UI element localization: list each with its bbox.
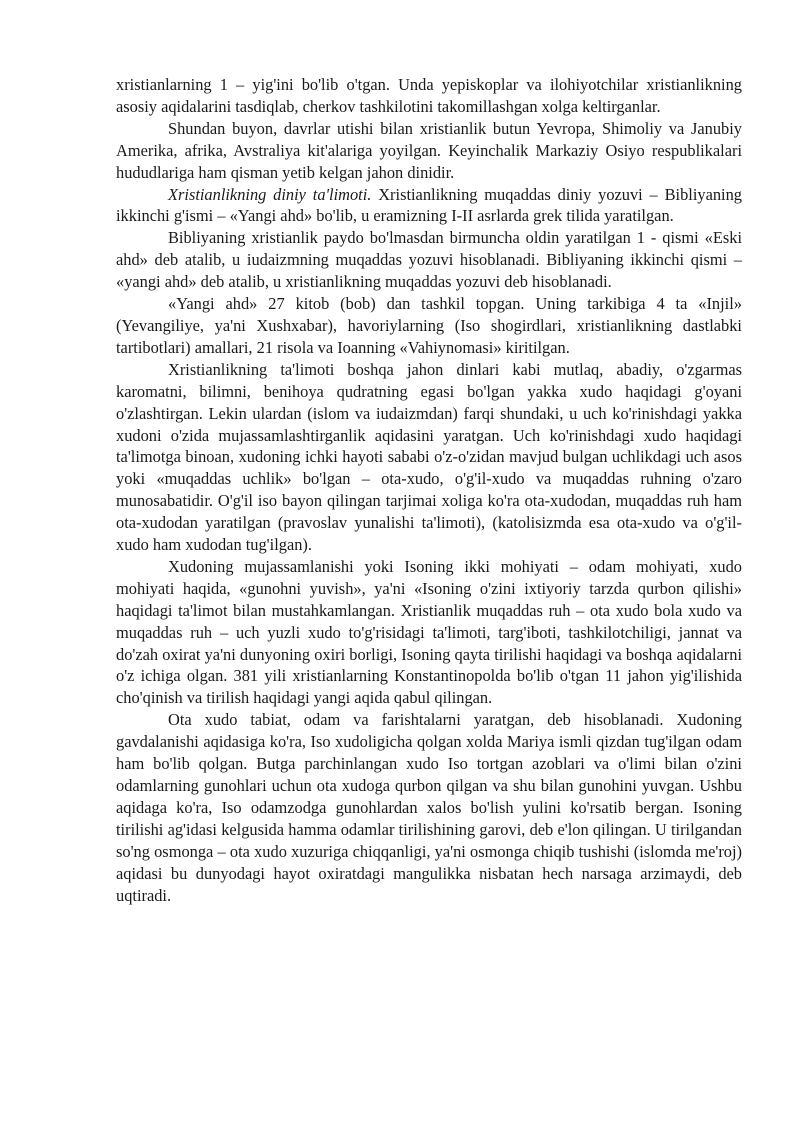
paragraph-5: «Yangi ahd» 27 kitob (bob) dan tashkil topgan. Uning tarkibiga 4 ta «Injil» (Yevangiliye, ya'ni Xushxabar), havoriylarning (Iso shogirdlari, xristianlikning dastlabki tartibotlari) amallari, 21 risola va Ioanning «Vahiynomasi» kiritilgan. (116, 294, 742, 357)
document-body (116, 74, 742, 906)
paragraph-1: xristianlarning 1 – yig'ini bo'lib o'tgan. Unda yepiskoplar va ilohiyotchilar xristianlikning asosiy aqidalarini tasdiqlab, cherkov tashkilotini takomillashgan xolga keltirganlar. (116, 75, 742, 116)
paragraph-4: Bibliyaning xristianlik paydo bo'lmasdan birmuncha oldin yaratilgan 1 - qismi «Eski ahd» deb atalib, u iudaizmning muqaddas yozuvi hisoblanadi. Bibliyaning ikkinchi qismi – «yangi ahd» deb atalib, u xristianlikning muqaddas yozuvi deb hisoblanadi. (116, 228, 742, 292)
paragraph-3 (116, 184, 742, 228)
paragraph-7: Xudoning mujassamlanishi yoki Isoning ikki mohiyati – odam mohiyati, xudo mohiyati haqida, «gunohni yuvish», ya'ni «Isoning o'zini ixtiyoriy tarzda qurbon qilishi» haqidagi ta'limot bilan mustahkamlangan. Xristianlik muqaddas ruh – ota xudo bola xudo va muqaddas ruh – uch yuzli xudo to'g'risidagi ta'limoti, targ'iboti, tashkilotchiligi, jannat va do'zah oxirat ya'ni dunyoning oxiri borligi, Isoning qayta tirilishi haqidagi va boshqa aqidalarni o'z ichiga olgan. 381 yili xristianlarning Konstantinopolda bo'lib o'tgan 11 jahon yig'ilishida cho'qinish va tirilish haqidagi yangi aqida qabul qilingan. (116, 556, 742, 708)
paragraph-2: Shundan buyon, davrlar utishi bilan xristianlik butun Yevropa, Shimoliy va Janubiy Amerika, afrika, Avstraliya kit'alariga yoyilgan. Keyinchalik Markaziy Osiyo respublikalari hududlariga ham qisman yetib kelgan jahon dinidir. (116, 118, 742, 182)
paragraph-6: Xristianlikning ta'limoti boshqa jahon dinlari kabi mutlaq, abadiy, o'zgarmas karomatni, bilimni, benihoya qudratning egasi bo'lgan yakka xudo haqidagi g'oyani o'zlashtirgan. Lekin ulardan (islom va iudaizmdan) farqi shundaki, u uch ko'rinishdagi yakka xudoni o'zida mujassamlashtirganlik aqidasini yaratgan. Uch ko'rinishdagi xudo haqidagi ta'limotga binoan, xudoning ichki hayoti sababi o'z-o'zidan mavjud bulgan uchlikdagi uch asos yoki «muqaddas uchlik» bo'lgan – ota-xudo, o'g'il-xudo va muqaddas ruhning o'zaro munosabatidir. O'g'il iso bayon qilingan tarjimai xoliga ko'ra ota-xudodan, muqaddas ruh ham ota-xudodan yaratilgan (pravoslav yunalishi ta'limoti), (katolisizmda esa ota-xudo va o'g'il-xudo ham xudodan tug'ilgan). (116, 359, 742, 555)
paragraph-8: Ota xudo tabiat, odam va farishtalarni yaratgan, deb hisoblanadi. Xudoning gavdalanishi aqidasiga ko'ra, Iso xudoligicha qolgan xolda Mariya ismli qizdan tug'ilgan odam ham bo'lib qolgan. Butga parchinlangan xudo Iso tortgan azoblari va o'limi bilan o'zini odamlarning gunohlari uchun ota xudoga qurbon qilgan va shu bilan gunohini yuvgan. Ushbu aqidaga ko'ra, Iso odamzodga gunohlardan xalos bo'lish yulini ko'rsatib bergan. Isoning tirilishi ag'idasi kelgusida hamma odamlar tirilishining garovi, deb e'lon qilingan. U tirilgandan so'ng osmonga – ota xudo xuzuriga chiqqanligi, ya'ni osmonga chiqib tushishi (islomda me'roj) aqidasi bu dunyodagi hayot oxiratdagi mangulikka nisbatan hech narsaga arzimaydi, deb uqtiradi. (116, 710, 742, 905)
paragraph-3-text: Xristianlikning muqaddas diniy yozuvi – Bibliyaning ikkinchi g'ismi – «Yangi ahd» bo'lib, u eramizning I-II asrlarda grek tilida yaratilgan. (116, 184, 742, 226)
section-heading: Xristianlikning diniy ta'limoti. (168, 184, 372, 204)
